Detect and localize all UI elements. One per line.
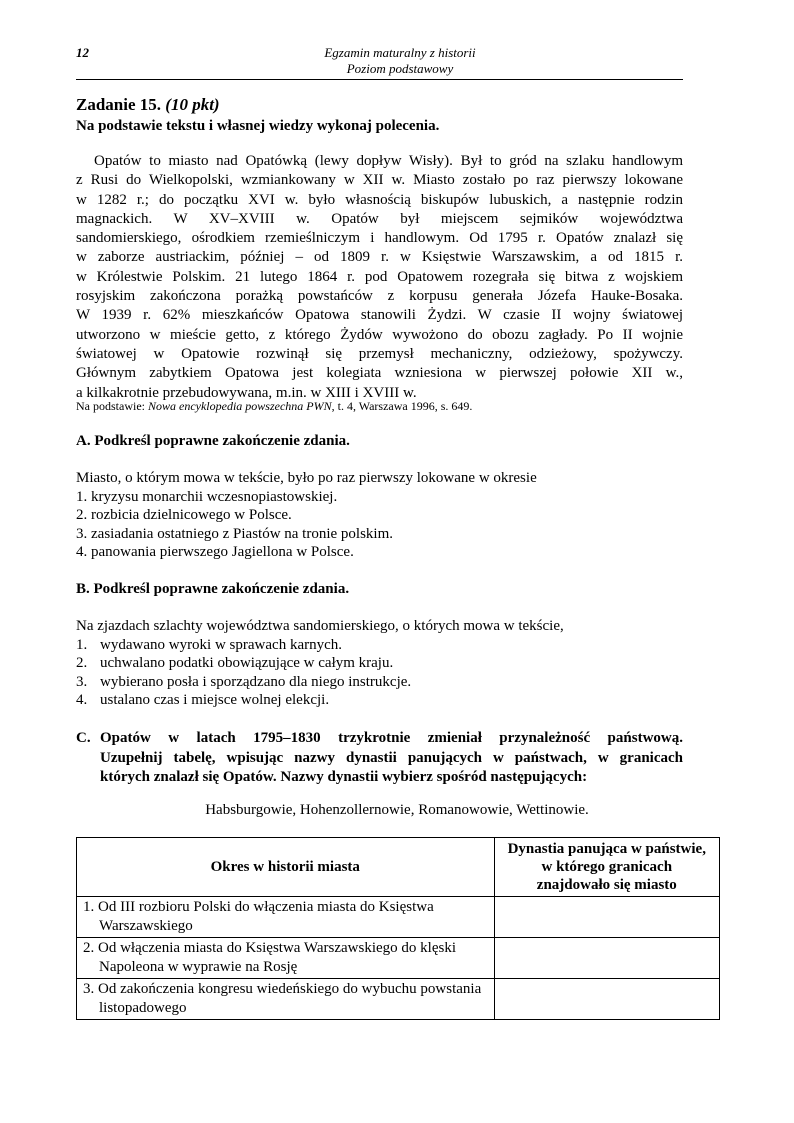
page-number: 12: [76, 45, 89, 60]
option-text: uchwalano podatki obowiązujące w całym kraju.: [100, 655, 394, 672]
page-header: [240, 45, 560, 77]
section-b-heading: B. Podkreśl poprawne zakończenie zdania.: [76, 581, 350, 597]
section-b-stem-text: Na zjazdach szlachty województwa sandomierskiego, o których mowa w tekście,: [76, 618, 564, 634]
section-c-heading: [76, 729, 683, 788]
section-b-options: [76, 636, 411, 710]
col-period-header: Okres w historii miasta: [77, 838, 495, 897]
option-b-2[interactable]: [76, 654, 411, 672]
option-a-3[interactable]: 3. zasiadania ostatniego z Piastów na tronie polskim.: [76, 525, 394, 542]
source-prefix: Na podstawie:: [76, 399, 148, 413]
option-number: 3.: [76, 673, 88, 690]
answer-cell[interactable]: [494, 938, 719, 979]
passage-line: a kilkakrotnie przebudowywana, m.in. w XIII i XVIII w.: [76, 384, 417, 401]
table-header-row: [77, 838, 720, 897]
option-text: wydawano wyroki w sprawach karnych.: [100, 637, 343, 653]
passage-line: w Królestwie Polskim. 21 lutego 1864 r. pod Opatowem rozegrała się bitwa z wojskiem: [76, 268, 683, 285]
source-passage: [76, 152, 683, 403]
passage-line: sandomierskiego, ośrodkiem rzemieślniczym i handlowym. Od 1795 r. Opatów znalazł się: [76, 230, 683, 247]
header-divider: [76, 79, 683, 80]
col-dynasty-header-line: w którego granicach: [541, 859, 673, 875]
section-c-line: Opatów w latach 1795–1830 trzykrotnie zmieniał przynależność państwową.: [100, 730, 683, 746]
header-title-line1: Egzamin maturalny z historii: [324, 45, 476, 60]
passage-line: rosyjskim zakończona porażką powstańców z korpusu generała Józefa Hauke-Bosaka.: [76, 288, 683, 305]
task-points: (10 pkt): [165, 95, 220, 114]
passage-line: magnackich. W XV–XVIII w. Opatów był miejscem sejmików województwa: [76, 210, 683, 227]
table-row: [77, 897, 720, 938]
section-c-line: Uzupełnij tabelę, wpisując nazwy dynastii panujących w państwach, w granicach: [100, 749, 683, 766]
answer-cell[interactable]: [494, 979, 719, 1020]
passage-line: Opatów to miasto nad Opatówką (lewy dopływ Wisły). Był to gród na szlaku handlowym: [94, 153, 683, 169]
option-a-4[interactable]: 4. panowania pierwszego Jagiellona w Polsce.: [76, 544, 354, 561]
passage-line: światowej w Opatowie rozwinął się przemysł mechaniczny, odzieżowy, spożywczy.: [76, 345, 683, 362]
answer-table: [76, 837, 720, 1020]
passage-line: utworzono w mieście getto, z którego Żydów wywożono do obozu zagłady. Po II wojnie: [76, 326, 683, 343]
option-b-1[interactable]: [76, 636, 411, 654]
section-a-heading: A. Podkreśl poprawne zakończenie zdania.: [76, 433, 350, 449]
col-dynasty-header: [494, 838, 719, 897]
passage-line: w 1282 r.; do początku XVI w. było własnością biskupów lubuskich, a następnie rodzin: [76, 191, 683, 208]
col-dynasty-header-line: Dynastia panująca w państwie,: [507, 841, 706, 857]
table-row: [77, 979, 720, 1020]
passage-line: Głównym zabytkiem Opatowa jest kolegiata wzniesiona w pierwszej połowie XII w.,: [76, 365, 683, 382]
answer-cell[interactable]: [494, 897, 719, 938]
option-text: wybierano posła i sporządzano dla niego instrukcje.: [100, 673, 412, 690]
option-a-2[interactable]: 2. rozbicia dzielnicowego w Polsce.: [76, 507, 292, 524]
section-b-stem: [76, 617, 696, 635]
source-title: Nowa encyklopedia powszechna PWN: [147, 399, 332, 413]
section-c-label: C.: [76, 730, 91, 746]
option-number: 4.: [76, 692, 88, 709]
period-text: 3. Od zakończenia kongresu wiedeńskiego do wybuchu powstania listopadowego: [83, 981, 482, 1016]
dynasty-list: Habsburgowie, Hohenzollernowie, Romanowowie, Wettinowie.: [205, 802, 589, 818]
option-b-3[interactable]: [76, 673, 411, 691]
option-text: ustalano czas i miejsce wolnej elekcji.: [100, 692, 330, 709]
passage-line: z Rusi do Wielkopolski, wzmiankowany w XII w. Miasto zostało po raz pierwszy lokowane: [76, 172, 683, 189]
section-a-stem: [76, 469, 696, 487]
source-rest: , t. 4, Warszawa 1996, s. 649.: [331, 399, 473, 413]
task-instruction: Na podstawie tekstu i własnej wiedzy wykonaj polecenia.: [76, 118, 440, 134]
task-title-text: Zadanie 15.: [76, 95, 162, 114]
period-cell: [77, 938, 495, 979]
section-a-stem-text: Miasto, o którym mowa w tekście, było po raz pierwszy lokowane w okresie: [76, 470, 537, 486]
task-title: [76, 95, 220, 115]
col-dynasty-header-line: znajdowało się miasto: [536, 877, 677, 893]
option-number: 1.: [76, 637, 88, 653]
period-cell: [77, 979, 495, 1020]
source-citation: [76, 399, 472, 414]
passage-line: w zaborze austriackim, później – od 1809 r. w Księstwie Warszawskim, a od 1815 r.: [76, 249, 683, 266]
section-c-line: których znalazł się Opatów. Nazwy dynastii wybierz spośród następujących:: [100, 769, 588, 785]
header-title-line2: Poziom podstawowy: [346, 61, 454, 76]
table-row: [77, 938, 720, 979]
period-text: 2. Od włączenia miasta do Księstwa Warszawskiego do klęski Napoleona w wyprawie na Rosję: [83, 940, 457, 975]
option-a-1[interactable]: 1. kryzysu monarchii wczesnopiastowskiej.: [76, 489, 338, 505]
section-a-options: [76, 488, 393, 562]
period-text: 1. Od III rozbioru Polski do włączenia miasta do Księstwa Warszawskiego: [83, 899, 434, 934]
passage-line: W 1939 r. 62% mieszkańców Opatowa stanowili Żydzi. W czasie II wojny światowej: [76, 307, 683, 324]
option-b-4[interactable]: [76, 691, 411, 709]
period-cell: [77, 897, 495, 938]
option-number: 2.: [76, 655, 88, 672]
